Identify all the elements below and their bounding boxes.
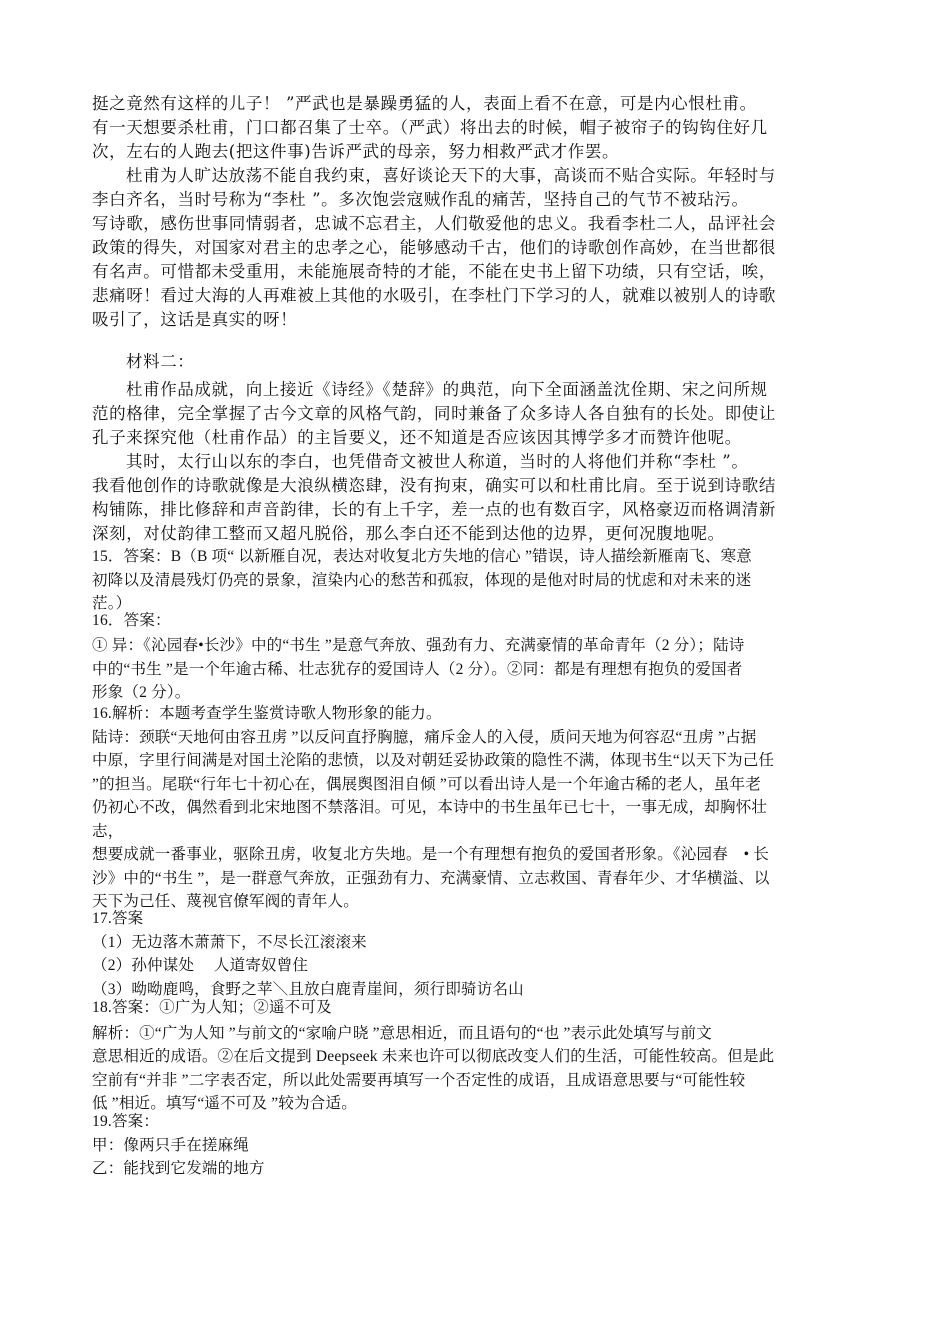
analysis-16	[92, 702, 862, 914]
text-line: 李白齐名，当时号称为“李杜 ”。多次饱尝寇贼作乱的痛苦，坚持自己的气节不被玷污。	[92, 190, 749, 209]
text-line: 19.答案：	[92, 1113, 160, 1130]
text-line: 构铺陈，排比修辞和声音韵律，长的有上千字，差一点的也有数百字，风格豪迈而格调清新	[92, 500, 776, 519]
text-line: 15．答案：B（B 项“ 以新雁自况，表达对收复北方失地的信心 ”错误，诗人描绘新雁南飞、寒意	[92, 548, 752, 565]
material-one-tail	[92, 92, 862, 164]
text-line: 中的“书生 ”是一个年逾古稀、壮志犹存的爱国诗人（2 分）。②同：都是有理想有抱负的爱国者	[92, 660, 743, 678]
text-line: 乙：能找到它发端的地方	[92, 1160, 265, 1177]
text-line: ”的担当。尾联“行年七十初心在，偶展舆图泪自倾 ”可以看出诗人是一个年逾古稀的老人，虽年老	[92, 775, 762, 793]
text-line: 中原，字里行间满是对国土沦陷的悲愤，以及对朝廷妥协政策的隐性不满，体现书生“以天下为己任	[92, 752, 775, 769]
text-line: 意思相近的成语。②在后文提到 Deepseek 未来也许可以彻底改变人们的生活，可能性较高。但是此	[92, 1048, 775, 1065]
text-line: ① 异：《沁园春•长沙》中的“书生 ”是意气奔放、强劲有力、充满豪情的革命青年（2 分）；陆诗	[92, 637, 745, 654]
answer-15	[92, 545, 862, 616]
text-line: 天下为己任、蔑视官僚军阀的青年人。	[92, 893, 359, 910]
text-line: 茫。）	[92, 595, 132, 612]
material-two-paragraph-1	[92, 378, 862, 450]
text-line: 范的格律，完全掌握了古今文章的风格气韵，同时兼备了众多诗人各自独有的长处。即使让	[92, 404, 776, 423]
material-two-paragraph-2	[92, 450, 862, 546]
text-line: 想要成就一番事业，驱除丑虏，收复北方失地。是一个有理想有抱负的爱国者形象。《沁园春 • 长	[92, 846, 770, 863]
text-line: 我看他创作的诗歌就像是大浪纵横恣肆，没有拘束，确实可以和杜甫比肩。至于说到诗歌结	[92, 476, 776, 495]
text-line: 空前有“并非 ”二字表否定，所以此处需要再填写一个否定性的成语，且成语意思要与“可能性较	[92, 1071, 746, 1089]
text-line: 初降以及清晨残灯仍亮的景象，渲染内心的愁苦和孤寂，体现的是他对时局的忧虑和对未来的迷	[92, 571, 752, 589]
text-line: 16.解析：本题考查学生鉴赏诗歌人物形象的能力。	[92, 705, 442, 722]
text-line: 陆诗：颈联“天地何由容丑虏 ”以反问直抒胸臆，痛斥金人的入侵，质问天地为何容忍“丑虏 ”占据	[92, 728, 757, 746]
text-line: 有一天想要杀杜甫，门口都召集了士卒。（严武）将出去的时候，帽子被帘子的钩钩住好几	[92, 118, 768, 137]
material-one-paragraph-2	[92, 164, 862, 332]
material-two-heading	[92, 350, 862, 374]
text-line: 解析：①“广为人知 ”与前文的“家喻户晓 ”意思相近，而且语句的“也 ”表示此处填写与前文	[92, 1024, 712, 1042]
text-line: 政策的得失，对国家对君主的忠孝之心，能够感动千古，他们的诗歌创作高妙，在当世都很	[92, 238, 776, 257]
text-line: 挺之竟然有这样的儿子！ ”严武也是暴躁勇猛的人，表面上看不在意，可是内心恨杜甫。	[92, 94, 757, 113]
text-line: 16．答案：	[92, 612, 171, 629]
section-title: 材料二：	[126, 352, 195, 371]
text-line: 深刻，对仗韵律工整而又超凡脱俗，那么李白还不能到达他的边界，更何况腹地呢。	[92, 524, 725, 543]
text-line: 杜甫作品成就，向上接近《诗经》《楚辞》的典范，向下全面涵盖沈佺期、宋之问所规	[126, 380, 768, 399]
text-line: 沙》中的“书生 ”，是一群意气奔放，正强劲有力、充满豪情、立志救国、青春年少、才华横溢、以	[92, 869, 770, 887]
text-line: 仍初心不改，偶然看到北宋地图不禁落泪。可见，本诗中的书生虽年已七十，一事无成，却胸怀壮	[92, 799, 768, 816]
text-line: 次，左右的人跑去(把这件事)告诉严武的母亲，努力相救严武才作罢。	[92, 142, 620, 161]
text-line: 甲：像两只手在搓麻绳	[92, 1136, 250, 1154]
text-line: 其时，太行山以东的李白，也凭借奇文被世人称道，当时的人将他们并称“李杜 ”。	[126, 452, 749, 471]
text-line: 18.答案：①广为人知；②遥不可及	[92, 999, 332, 1016]
text-line: 17.答案	[92, 910, 144, 927]
answer-18	[92, 996, 862, 1116]
text-line: 悲痛呀！看过大海的人再难被上其他的水吸引，在李杜门下学习的人，就难以被别人的诗歌	[92, 286, 776, 305]
text-line: 形象（2 分）。	[92, 684, 191, 701]
text-line: 志，	[92, 822, 124, 840]
text-line: 有名声。可惜都未受重用，未能施展奇特的才能，不能在史书上留下功绩，只有空话，唉，	[92, 262, 776, 281]
text-line: 低 ”相近。填写“遥不可及 ”较为合适。	[92, 1095, 357, 1112]
text-line: 杜甫为人旷达放荡不能自我约束，喜好谈论天下的大事，高谈而不贴合实际。年轻时与	[126, 166, 776, 185]
answer-19	[92, 1110, 862, 1181]
text-line: （1）无边落木萧萧下，不尽长江滚滚来	[92, 933, 367, 951]
text-line: （3）呦呦鹿鸣，食野之苹＼且放白鹿青崖间，须行即骑访名山	[92, 980, 524, 998]
text-line: 吸引了，这话是真实的呀！	[92, 310, 298, 329]
answer-17	[92, 907, 862, 1001]
answer-16-title	[92, 609, 862, 633]
text-line: 孔子来探究他（杜甫作品）的主旨要义，还不知道是否应该因其博学多才而赞许他呢。	[92, 428, 742, 447]
text-line: （2）孙仲谋处 人道寄奴曾住	[92, 957, 309, 974]
text-line: 写诗歌，感伤世事同情弱者，忠诚不忘君主，人们敬爱他的忠义。我看李杜二人，品评社会	[92, 214, 776, 233]
answer-16	[92, 634, 862, 705]
